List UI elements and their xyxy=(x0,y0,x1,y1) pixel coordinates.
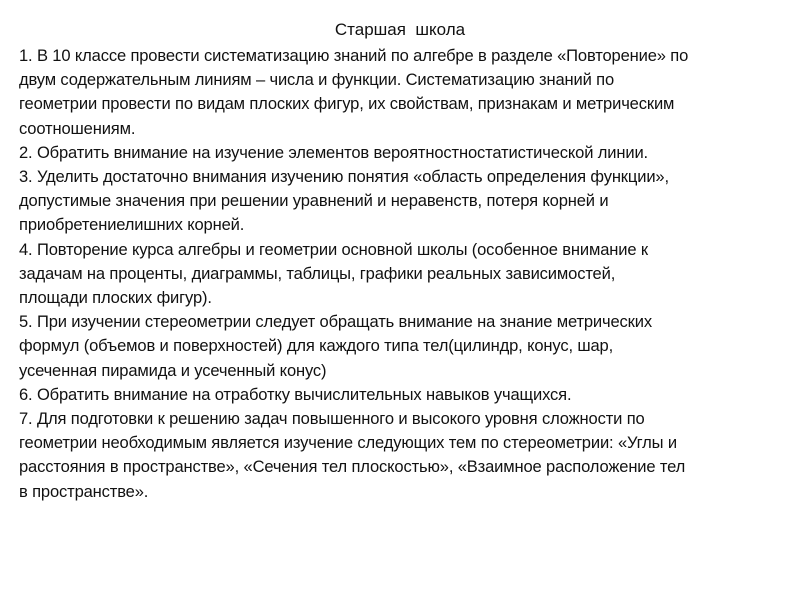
item-line: геометрии необходимым является изучение следующих тем по стереометрии: «Углы и xyxy=(19,433,677,453)
list-item xyxy=(19,44,789,141)
list-item xyxy=(19,407,789,504)
item-line: 2. Обратить внимание на изучение элементов вероятностностатистической линии. xyxy=(19,142,649,162)
item-line: геометрии провести по видам плоских фигур, их свойствам, признакам и метрическим xyxy=(19,94,675,114)
item-line: задачам на проценты, диаграммы, таблицы, графики реальных зависимостей, xyxy=(19,263,616,283)
item-line: 1. В 10 классе провести систематизацию знаний по алгебре в разделе «Повторение» по xyxy=(19,46,689,65)
recommendations-list xyxy=(19,44,789,504)
item-line: двум содержательным линиям – числа и функции. Систематизацию знаний по xyxy=(19,70,615,90)
item-line: формул (объемов и поверхностей) для каждого типа тел(цилиндр, конус, шар, xyxy=(19,336,614,356)
item-line: 3. Уделить достаточно внимания изучению понятия «область определения функции», xyxy=(19,167,669,187)
item-line: усеченная пирамида и усеченный конус) xyxy=(19,360,327,380)
list-item xyxy=(19,141,789,165)
list-item xyxy=(19,383,789,407)
item-line: допустимые значения при решении уравнений и неравенств, потеря корней и xyxy=(19,191,609,211)
item-line: расстояния в пространстве», «Сечения тел плоскостью», «Взаимное расположение тел xyxy=(19,457,686,477)
list-item xyxy=(19,238,789,311)
item-line: приобретениелишних корней. xyxy=(19,215,245,235)
item-line: площади плоских фигур). xyxy=(19,288,212,308)
item-line: 5. При изучении стереометрии следует обращать внимание на знание метрических xyxy=(19,312,653,332)
list-item xyxy=(19,310,789,383)
item-line: в пространстве». xyxy=(19,481,149,501)
item-line: 6. Обратить внимание на отработку вычислительных навыков учащихся. xyxy=(19,384,572,404)
page-title: Старшая школа xyxy=(334,20,466,39)
item-line: соотношениям. xyxy=(19,118,136,138)
item-line: 7. Для подготовки к решению задач повышенного и высокого уровня сложности по xyxy=(19,409,645,429)
item-line: 4. Повторение курса алгебры и геометрии основной школы (особенное внимание к xyxy=(19,239,648,259)
list-item xyxy=(19,165,789,238)
